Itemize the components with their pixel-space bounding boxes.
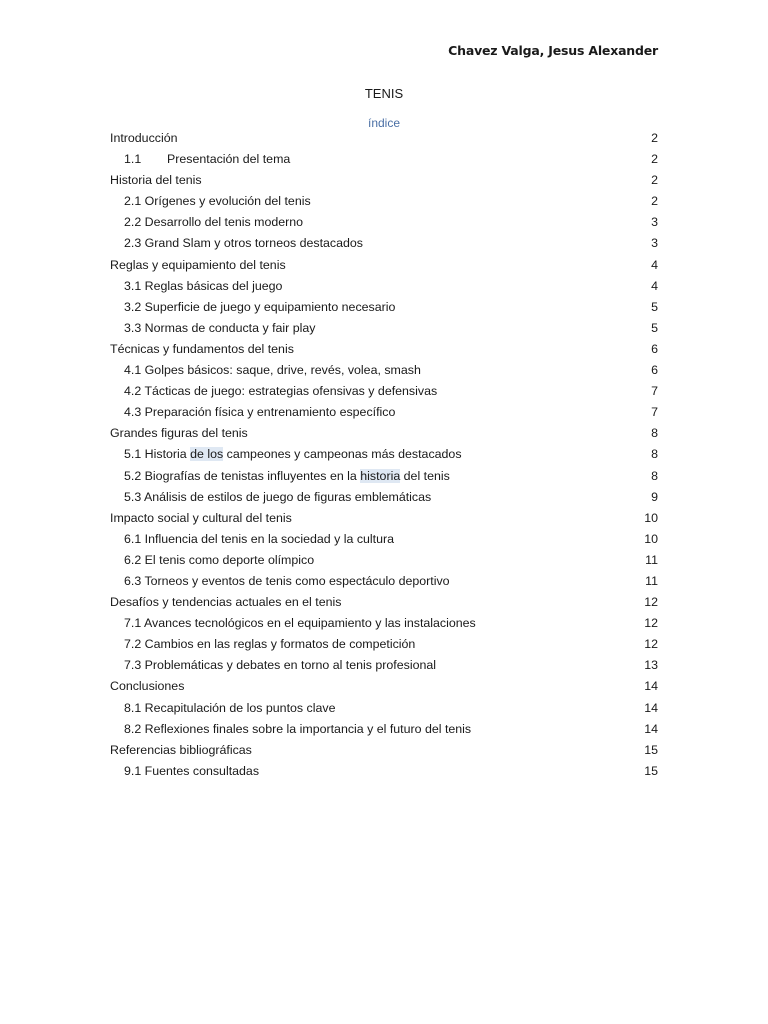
toc-entry-label: 8.2 Reflexiones finales sobre la importancia y el futuro del tenis (124, 721, 472, 736)
toc-entry[interactable] (110, 487, 658, 508)
toc-entry-label: 4.2 Tácticas de juego: estrategias ofensivas y defensivas (124, 384, 438, 399)
toc-entry[interactable] (110, 508, 658, 529)
toc-entry-page: 6 (651, 363, 658, 378)
toc-entry-page: 12 (644, 637, 658, 652)
toc-entry[interactable] (110, 170, 658, 191)
toc-entry-label: 2.1 Orígenes y evolución del tenis (124, 194, 311, 209)
toc-entry[interactable] (110, 276, 658, 297)
toc-entry[interactable] (110, 761, 658, 782)
toc-entry-page: 8 (651, 447, 658, 462)
toc-entry-label: Introducción (110, 131, 178, 145)
toc-entry[interactable] (110, 402, 658, 423)
toc-entry[interactable] (110, 719, 658, 740)
toc-entry-page: 4 (651, 257, 658, 272)
toc-entry[interactable] (110, 613, 658, 634)
toc-entry-page: 3 (651, 215, 658, 230)
toc-entry-label: Conclusiones (110, 679, 185, 694)
toc-entry-label: 7.2 Cambios en las reglas y formatos de competición (124, 637, 416, 652)
toc-entry-label: 3.3 Normas de conducta y fair play (124, 320, 316, 335)
toc-entry[interactable] (110, 212, 658, 233)
toc-entry-label: Referencias bibliográficas (110, 742, 252, 757)
toc-entry-page: 7 (651, 384, 658, 399)
toc-entry-page: 11 (645, 552, 658, 567)
toc-entry-label: Historia del tenis (110, 173, 202, 188)
toc-entry-label: 8.1 Recapitulación de los puntos clave (124, 700, 336, 715)
toc-entry-page: 10 (644, 510, 658, 525)
toc-entry-page: 14 (644, 721, 658, 736)
toc-entry-label: 5.3 Análisis de estilos de juego de figuras emblemáticas (124, 489, 432, 504)
search-highlight: historia (360, 468, 401, 483)
toc-entry[interactable] (110, 339, 658, 360)
toc-entry[interactable] (110, 550, 658, 571)
toc-entry-page: 5 (651, 320, 658, 335)
toc-entry-text: campeones y campeonas más destacados (223, 447, 462, 462)
toc-entry-label: 9.1 Fuentes consultadas (124, 763, 260, 778)
toc-entry-page: 14 (644, 679, 658, 694)
toc-entry-label: 2.3 Grand Slam y otros torneos destacados (124, 236, 363, 251)
search-highlight: de los (190, 447, 224, 462)
toc-entry-page: 7 (651, 405, 658, 420)
toc-entry[interactable] (110, 655, 658, 676)
toc-entry-page: 4 (651, 278, 658, 293)
toc-entry-label: 4.1 Golpes básicos: saque, drive, revés, volea, smash (124, 363, 421, 378)
toc-entry[interactable] (110, 128, 658, 149)
toc-entry-label (110, 152, 290, 166)
toc-entry[interactable] (110, 360, 658, 381)
toc-heading: índice (367, 116, 401, 130)
toc-entry-page: 11 (645, 573, 658, 588)
toc-entry[interactable] (110, 318, 658, 339)
toc-entry[interactable] (110, 255, 658, 276)
toc-entry-label: 3.1 Reglas básicas del juego (124, 278, 283, 293)
toc-entry-page: 2 (651, 131, 658, 145)
toc-entry-label: 4.3 Preparación física y entrenamiento específico (124, 405, 396, 420)
toc-entry-label: 6.3 Torneos y eventos de tenis como espectáculo deportivo (124, 573, 450, 588)
toc-entry-label: Desafíos y tendencias actuales en el tenis (110, 595, 342, 610)
toc-entry-page: 15 (644, 742, 658, 757)
document-title: TENIS (364, 86, 404, 101)
toc-entry-page: 15 (644, 763, 658, 778)
toc-entry-page: 9 (651, 489, 658, 504)
toc-entry-label (110, 469, 450, 483)
toc-entry[interactable] (110, 423, 658, 444)
toc-entry-page: 8 (651, 426, 658, 441)
toc-entry-page: 3 (651, 236, 658, 251)
author-name: Chavez Valga, Jesus Alexander (448, 43, 658, 58)
toc-entry-page: 14 (644, 700, 658, 715)
table-of-contents (110, 128, 658, 782)
toc-entry-text: 5.2 Biografías de tenistas influyentes en la (124, 468, 361, 483)
toc-entry[interactable] (110, 634, 658, 655)
toc-entry-page: 2 (651, 173, 658, 188)
toc-entry-label: Impacto social y cultural del tenis (110, 510, 292, 525)
toc-entry-label: 7.3 Problemáticas y debates en torno al tenis profesional (124, 658, 437, 673)
toc-entry-page: 2 (651, 152, 658, 167)
toc-entry-number: 1.1 (124, 152, 142, 167)
toc-entry-text: del tenis (400, 468, 450, 483)
toc-entry-page: 10 (644, 531, 658, 546)
toc-entry-page: 13 (644, 658, 658, 673)
toc-entry[interactable] (110, 529, 658, 550)
toc-entry-label: 3.2 Superficie de juego y equipamiento necesario (124, 299, 396, 314)
toc-entry-page: 8 (651, 468, 658, 483)
toc-entry[interactable] (110, 297, 658, 318)
toc-entry-text: Presentación del tema (167, 152, 291, 167)
toc-entry[interactable] (110, 191, 658, 212)
toc-entry[interactable] (110, 233, 658, 254)
toc-entry-page: 5 (651, 299, 658, 314)
toc-entry-label: 6.1 Influencia del tenis en la sociedad y la cultura (124, 531, 395, 546)
toc-entry[interactable] (110, 381, 658, 402)
toc-entry-text: 5.1 Historia (124, 447, 191, 462)
toc-entry-label: Técnicas y fundamentos del tenis (110, 341, 294, 356)
toc-entry-label: Grandes figuras del tenis (110, 426, 248, 441)
toc-entry[interactable] (110, 444, 658, 465)
toc-entry[interactable] (110, 592, 658, 613)
toc-entry-page: 6 (651, 341, 658, 356)
toc-entry[interactable] (110, 149, 658, 170)
toc-entry[interactable] (110, 571, 658, 592)
toc-entry-label (110, 447, 462, 461)
toc-entry[interactable] (110, 676, 658, 697)
toc-entry[interactable] (110, 466, 658, 487)
toc-entry-page: 12 (644, 595, 658, 610)
toc-entry[interactable] (110, 740, 658, 761)
toc-entry-label: Reglas y equipamiento del tenis (110, 257, 286, 272)
toc-entry-label: 2.2 Desarrollo del tenis moderno (124, 215, 304, 230)
toc-entry[interactable] (110, 698, 658, 719)
toc-entry-label: 6.2 El tenis como deporte olímpico (124, 552, 315, 567)
toc-entry-page: 12 (644, 616, 658, 631)
toc-entry-page: 2 (651, 194, 658, 209)
toc-entry-label: 7.1 Avances tecnológicos en el equipamiento y las instalaciones (124, 616, 476, 631)
